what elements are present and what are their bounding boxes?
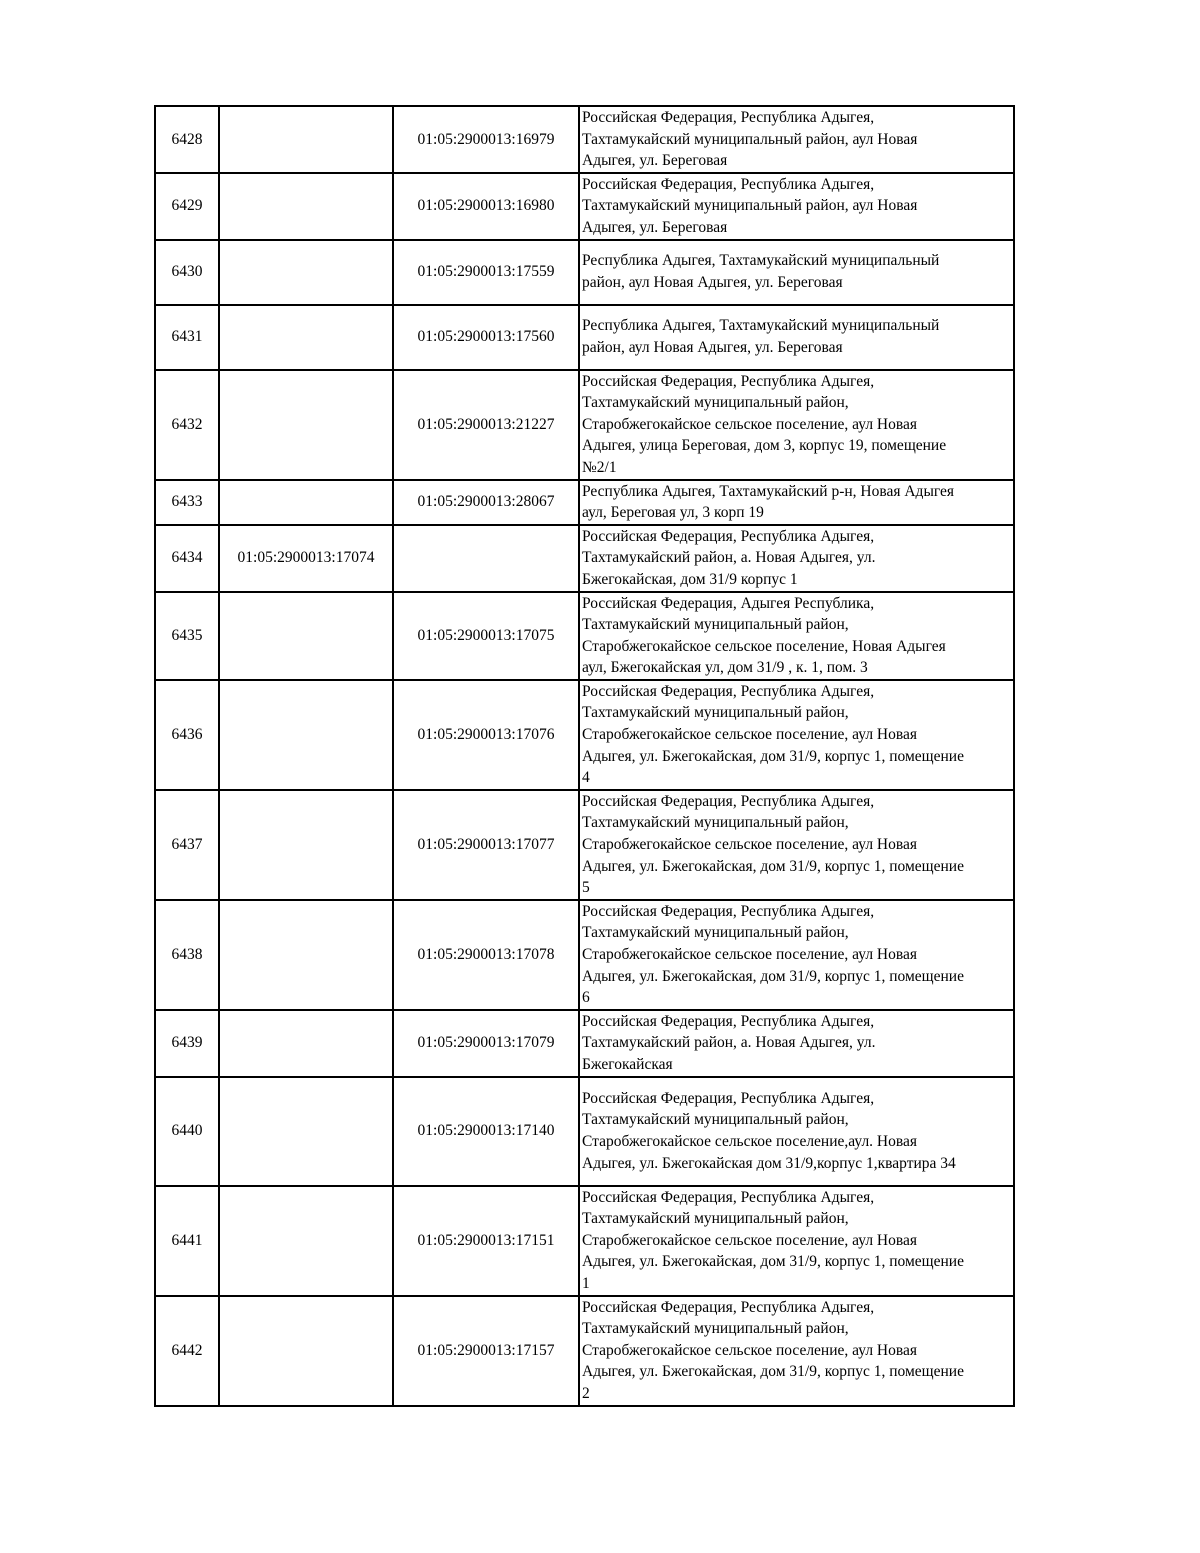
address-line: Российская Федерация, Республика Адыгея, [582,1298,875,1316]
cadastral-number-b-cell: 01:05:2900013:17079 [393,1010,579,1077]
cadastral-number-b-cell: 01:05:2900013:17077 [393,790,579,900]
address-line: Старобжегокайское сельское поселение, аул Новая [582,946,917,963]
address-line: Адыгея, ул. Бжегокайская, дом 31/9, корпус 1, помещение [582,967,964,985]
cadastral-number-b-cell: 01:05:2900013:17076 [393,680,579,790]
address-cell [579,106,1014,173]
address-cell [579,370,1014,480]
address-line: Адыгея, ул. Береговая [582,218,728,236]
address-line: Тахтамукайский муниципальный район, [582,1320,849,1338]
address-line: Тахтамукайский муниципальный район, аул Новая [582,130,918,148]
cadastral-number-a-cell [219,480,393,525]
address-line: Тахтамукайский муниципальный район, [582,924,849,942]
address-line: №2/1 [582,458,617,476]
address-cell [579,680,1014,790]
address-line: Республика Адыгея, Тахтамукайский муниципальный [582,317,940,335]
address-line: Тахтамукайский муниципальный район, аул Новая [582,197,918,215]
address-cell [579,480,1014,525]
address-line: Российская Федерация, Республика Адыгея, [582,175,875,193]
row-number-cell: 6438 [155,900,219,1010]
address-line: Тахтамукайский район, а. Новая Адыгея, ул. [582,549,876,567]
row-number-cell: 6442 [155,1296,219,1406]
row-number-cell: 6431 [155,305,219,370]
address-line: 5 [582,879,590,897]
cadastral-number-a-cell: 01:05:2900013:17074 [219,525,393,592]
table-row [155,592,1014,680]
address-line: Тахтамукайский муниципальный район, [582,814,849,832]
cadastral-number-a-cell [219,1010,393,1077]
table-row [155,790,1014,900]
address-line: район, аул Новая Адыгея, ул. Береговая [582,274,843,292]
address-line: Тахтамукайский муниципальный район, [582,704,849,722]
table-row [155,305,1014,370]
table-row [155,1296,1014,1406]
table-row [155,900,1014,1010]
address-cell [579,1296,1014,1406]
address-line: Бжегокайская [582,1055,673,1073]
address-line: Тахтамукайский муниципальный район, [582,616,849,634]
address-line: Старобжегокайское сельское поселение, аул Новая [582,1231,917,1249]
address-cell [579,592,1014,680]
address-line: Старобжегокайское сельское поселение, Новая Адыгея [582,637,946,655]
cadastral-number-a-cell [219,370,393,480]
address-line: Бжегокайская, дом 31/9 корпус 1 [582,570,798,588]
register-table [154,105,1015,1407]
address-line: Адыгея, ул. Бжегокайская, дом 31/9, корпус 1, помещение [582,857,964,875]
address-line: Адыгея, ул. Бжегокайская, дом 31/9, корпус 1, помещение [582,1363,964,1381]
row-number-cell: 6436 [155,680,219,790]
table-row [155,1186,1014,1296]
address-line: Старобжегокайское сельское поселение,аул. Новая [582,1133,917,1151]
address-line: Адыгея, ул. Береговая [582,152,728,170]
address-cell [579,1010,1014,1077]
table-row [155,525,1014,592]
cadastral-number-b-cell: 01:05:2900013:17075 [393,592,579,680]
table-row [155,1077,1014,1186]
table-row [155,1010,1014,1077]
cadastral-number-b-cell: 01:05:2900013:17078 [393,900,579,1010]
address-line: аул, Береговая ул, 3 корп 19 [582,504,764,522]
address-line: 6 [582,989,590,1007]
address-line: Старобжегокайское сельское поселение, аул Новая [582,726,917,744]
address-cell [579,900,1014,1010]
cadastral-number-b-cell: 01:05:2900013:17157 [393,1296,579,1406]
row-number-cell: 6432 [155,370,219,480]
cadastral-number-a-cell [219,680,393,790]
row-number-cell: 6441 [155,1186,219,1296]
address-line: Российская Федерация, Республика Адыгея, [582,902,875,920]
address-line: Старобжегокайское сельское поселение, аул Новая [582,836,917,854]
address-line: 2 [582,1384,590,1402]
cadastral-number-b-cell: 01:05:2900013:17140 [393,1077,579,1186]
table-row [155,680,1014,790]
cadastral-number-a-cell [219,240,393,305]
table-row [155,173,1014,240]
address-line: Тахтамукайский район, а. Новая Адыгея, ул. [582,1034,876,1052]
address-cell [579,305,1014,370]
address-line: Старобжегокайское сельское поселение, аул Новая [582,415,917,433]
cadastral-number-b-cell [393,525,579,592]
table-row [155,240,1014,305]
address-line: Тахтамукайский муниципальный район, [582,1210,849,1228]
address-line: Адыгея, улица Береговая, дом 3, корпус 19, помещение [582,437,947,455]
address-line: Тахтамукайский муниципальный район, [582,394,849,412]
cadastral-number-b-cell: 01:05:2900013:16979 [393,106,579,173]
cadastral-number-b-cell: 01:05:2900013:17151 [393,1186,579,1296]
cadastral-number-a-cell [219,1077,393,1186]
address-cell [579,525,1014,592]
cadastral-number-a-cell [219,790,393,900]
cadastral-number-b-cell: 01:05:2900013:17559 [393,240,579,305]
register-table-body [155,106,1014,1406]
row-number-cell: 6435 [155,592,219,680]
address-line: Российская Федерация, Республика Адыгея, [582,1188,875,1206]
cadastral-number-b-cell: 01:05:2900013:28067 [393,480,579,525]
cadastral-number-a-cell [219,173,393,240]
cadastral-number-a-cell [219,900,393,1010]
address-line: Республика Адыгея, Тахтамукайский муниципальный [582,252,940,270]
address-line: Российская Федерация, Республика Адыгея, [582,1012,875,1030]
row-number-cell: 6430 [155,240,219,305]
row-number-cell: 6439 [155,1010,219,1077]
table-row [155,480,1014,525]
row-number-cell: 6429 [155,173,219,240]
cadastral-number-b-cell: 01:05:2900013:16980 [393,173,579,240]
address-line: Российская Федерация, Республика Адыгея, [582,682,875,700]
address-line: Российская Федерация, Республика Адыгея, [582,527,875,545]
address-line: 1 [582,1274,590,1292]
address-line: Старобжегокайское сельское поселение, аул Новая [582,1341,917,1359]
address-cell [579,1077,1014,1186]
row-number-cell: 6428 [155,106,219,173]
address-line: район, аул Новая Адыгея, ул. Береговая [582,339,843,357]
address-line: Адыгея, ул. Бжегокайская, дом 31/9, корпус 1, помещение [582,747,964,765]
address-cell [579,173,1014,240]
row-number-cell: 6434 [155,525,219,592]
address-cell [579,790,1014,900]
address-line: 4 [582,769,590,787]
address-line: Российская Федерация, Республика Адыгея, [582,372,875,390]
address-line: аул, Бжегокайская ул, дом 31/9 , к. 1, пом. 3 [582,659,868,677]
cadastral-number-a-cell [219,305,393,370]
address-line: Российская Федерация, Республика Адыгея, [582,1089,875,1107]
address-line: Адыгея, ул. Бжегокайская дом 31/9,корпус 1,квартира 34 [582,1154,956,1172]
cadastral-number-a-cell [219,1296,393,1406]
address-line: Российская Федерация, Республика Адыгея, [582,792,875,810]
cadastral-number-a-cell [219,1186,393,1296]
address-line: Российская Федерация, Республика Адыгея, [582,109,875,126]
cadastral-number-b-cell: 01:05:2900013:17560 [393,305,579,370]
address-line: Республика Адыгея, Тахтамукайский р-н, Новая Адыгея [582,482,955,500]
address-line: Адыгея, ул. Бжегокайская, дом 31/9, корпус 1, помещение [582,1253,964,1271]
cadastral-number-a-cell [219,592,393,680]
address-cell [579,240,1014,305]
cadastral-number-a-cell [219,106,393,173]
row-number-cell: 6433 [155,480,219,525]
table-row [155,106,1014,173]
row-number-cell: 6437 [155,790,219,900]
address-cell [579,1186,1014,1296]
cadastral-number-b-cell: 01:05:2900013:21227 [393,370,579,480]
row-number-cell: 6440 [155,1077,219,1186]
table-row [155,370,1014,480]
address-line: Тахтамукайский муниципальный район, [582,1111,849,1129]
address-line: Российская Федерация, Адыгея Республика, [582,594,875,612]
